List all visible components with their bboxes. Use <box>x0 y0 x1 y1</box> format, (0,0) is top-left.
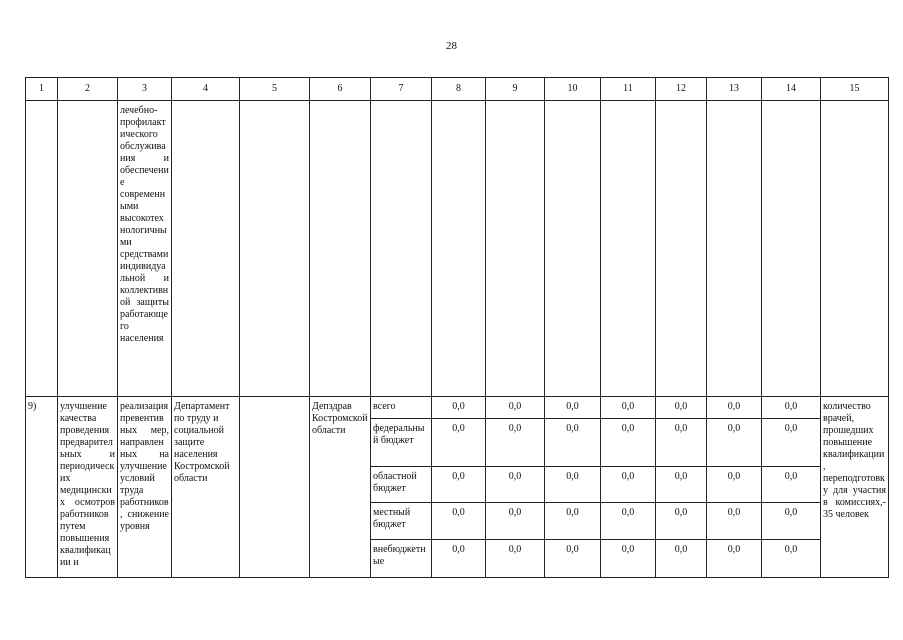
value-cell: 0,0 <box>601 397 656 419</box>
col-header: 2 <box>58 78 118 101</box>
table-cell <box>310 101 371 397</box>
value-cell: 0,0 <box>656 503 707 540</box>
value-cell: 0,0 <box>601 503 656 540</box>
table-cell <box>545 101 601 397</box>
value-cell: 0,0 <box>601 540 656 578</box>
table-cell <box>707 101 762 397</box>
value-cell: 0,0 <box>486 419 545 467</box>
col5-cell <box>240 397 310 578</box>
value-cell: 0,0 <box>762 397 821 419</box>
col-header: 6 <box>310 78 371 101</box>
goal-cell: реализация превентивных мер, направленных на улучшение условий труда работников, снижение уровня <box>118 397 172 578</box>
col-header: 1 <box>26 78 58 101</box>
value-cell: 0,0 <box>601 467 656 503</box>
funding-row <box>26 397 889 419</box>
value-cell: 0,0 <box>432 467 486 503</box>
value-cell: 0,0 <box>601 419 656 467</box>
col-header: 11 <box>601 78 656 101</box>
table-cell <box>240 101 310 397</box>
value-cell: 0,0 <box>707 503 762 540</box>
table-cell <box>762 101 821 397</box>
value-cell: 0,0 <box>545 467 601 503</box>
value-cell: 0,0 <box>432 540 486 578</box>
value-cell: 0,0 <box>656 467 707 503</box>
col-header: 8 <box>432 78 486 101</box>
value-cell: 0,0 <box>545 397 601 419</box>
continuation-row <box>26 101 889 397</box>
value-cell: 0,0 <box>707 540 762 578</box>
table-cell <box>601 101 656 397</box>
table-cell <box>656 101 707 397</box>
value-cell: 0,0 <box>545 419 601 467</box>
table-cell <box>26 101 58 397</box>
value-cell: 0,0 <box>656 397 707 419</box>
participant-cell: Депздрав Костромской области <box>310 397 371 578</box>
header-row <box>26 78 889 101</box>
col-header: 7 <box>371 78 432 101</box>
col-header: 9 <box>486 78 545 101</box>
table-cell <box>58 101 118 397</box>
row-number: 9) <box>26 397 58 578</box>
col-header: 13 <box>707 78 762 101</box>
table-cell <box>432 101 486 397</box>
value-cell: 0,0 <box>656 540 707 578</box>
value-cell: 0,0 <box>486 503 545 540</box>
source-label: всего <box>371 397 432 419</box>
value-cell: 0,0 <box>707 467 762 503</box>
result-cell: количество врачей, прошедших повышение квалификации, переподготовку для участия в комиссиях,- 35 человек <box>821 397 889 578</box>
value-cell: 0,0 <box>762 419 821 467</box>
executor-cell: Департамент по труду и социальной защите населения Костромской области <box>172 397 240 578</box>
program-table <box>25 77 889 578</box>
value-cell: 0,0 <box>432 419 486 467</box>
value-cell: 0,0 <box>486 397 545 419</box>
table-cell <box>172 101 240 397</box>
table-cell <box>821 101 889 397</box>
value-cell: 0,0 <box>762 503 821 540</box>
value-cell: 0,0 <box>656 419 707 467</box>
value-cell: 0,0 <box>432 503 486 540</box>
value-cell: 0,0 <box>707 397 762 419</box>
table-cell <box>371 101 432 397</box>
value-cell: 0,0 <box>545 503 601 540</box>
value-cell: 0,0 <box>707 419 762 467</box>
source-label: областной бюджет <box>371 467 432 503</box>
value-cell: 0,0 <box>762 540 821 578</box>
source-label: местный бюджет <box>371 503 432 540</box>
source-label: федеральный бюджет <box>371 419 432 467</box>
col-header: 12 <box>656 78 707 101</box>
event-cell: улучшение качества проведения предварительных и периодических медицинских осмотров работников путем повышения квалификации и <box>58 397 118 578</box>
col-header: 10 <box>545 78 601 101</box>
value-cell: 0,0 <box>486 467 545 503</box>
col-header: 4 <box>172 78 240 101</box>
col-header: 5 <box>240 78 310 101</box>
source-label: внебюджетные <box>371 540 432 578</box>
value-cell: 0,0 <box>486 540 545 578</box>
value-cell: 0,0 <box>762 467 821 503</box>
col-header: 15 <box>821 78 889 101</box>
value-cell: 0,0 <box>432 397 486 419</box>
continuation-cell: лечебно-профилактического обслуживания и обеспечение современными высокотехнологичными средствами индивидуальной и коллективной защиты работающего населения <box>118 101 172 397</box>
table-cell <box>486 101 545 397</box>
page-number: 28 <box>446 40 457 52</box>
col-header: 14 <box>762 78 821 101</box>
col-header: 3 <box>118 78 172 101</box>
value-cell: 0,0 <box>545 540 601 578</box>
